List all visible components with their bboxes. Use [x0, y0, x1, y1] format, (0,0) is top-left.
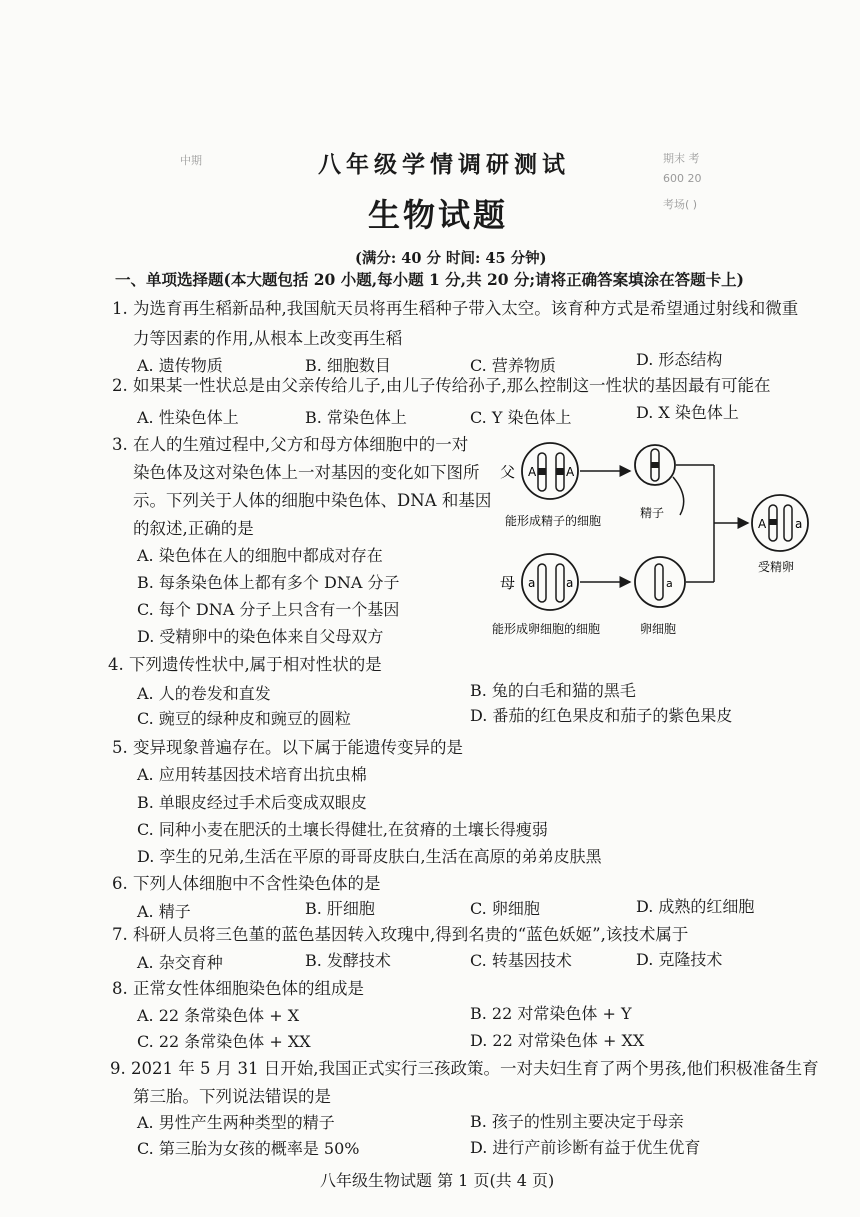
q9-line-1: 9. 2021 年 5 月 31 日开始,我国正式实行三孩政策。一对夫妇生育了两个男孩,他们积极准备生育	[110, 1059, 819, 1078]
q5-option-d: D. 孪生的兄弟,生活在平原的哥哥皮肤白,生活在高原的弟弟皮肤黑	[137, 847, 602, 866]
chromosome-inheritance-diagram	[490, 435, 825, 650]
father-label: 父	[500, 463, 516, 481]
q4-option-b: B. 兔的白毛和猫的黑毛	[470, 681, 636, 700]
q4-option-d: D. 番茄的红色果皮和茄子的紫色果皮	[470, 706, 733, 725]
q2-option-d: D. X 染色体上	[636, 403, 739, 422]
egg-label: 卵细胞	[640, 622, 677, 636]
exam-info: (满分: 40 分 时间: 45 分钟)	[355, 250, 547, 267]
q7-line-1: 7. 科研人员将三色堇的蓝色基因转入玫瑰中,得到名贵的“蓝色妖姬”,该技术属于	[112, 925, 689, 944]
zygote-label: 受精卵	[758, 560, 795, 574]
q3-line-4: 的叙述,正确的是	[133, 519, 254, 538]
q1-option-b: B. 细胞数目	[305, 356, 391, 375]
zygote-gene-a: a	[795, 517, 803, 531]
zygote-gene-A: A	[758, 517, 767, 531]
q1-option-d: D. 形态结构	[636, 350, 723, 369]
q3-line-2: 染色体及这对染色体上一对基因的变化如下图所	[133, 463, 480, 482]
q9-option-a: A. 男性产生两种类型的精子	[137, 1113, 335, 1132]
q7-option-b: B. 发酵技术	[305, 951, 391, 970]
q6-option-d: D. 成熟的红细胞	[636, 897, 755, 916]
q3-option-c: C. 每个 DNA 分子上只含有一个基因	[137, 600, 400, 619]
q7-option-d: D. 克隆技术	[636, 950, 723, 969]
q3-option-a: A. 染色体在人的细胞中都成对存在	[137, 546, 383, 565]
q6-option-c: C. 卵细胞	[470, 899, 540, 918]
q4-option-c: C. 豌豆的绿种皮和豌豆的圆粒	[137, 709, 351, 728]
q3-option-b: B. 每条染色体上都有多个 DNA 分子	[137, 573, 400, 592]
sperm-label: 精子	[640, 506, 665, 520]
q5-option-a: A. 应用转基因技术培育出抗虫棉	[137, 765, 367, 784]
q5-option-c: C. 同种小麦在肥沃的土壤长得健壮,在贫瘠的土壤长得瘦弱	[137, 820, 548, 839]
exam-header-title: 八年级学情调研测试	[318, 151, 570, 178]
q9-option-c: C. 第三胎为女孩的概率是 50%	[137, 1139, 360, 1158]
exam-subject-title: 生物试题	[368, 196, 509, 234]
q1-line-2: 力等因素的作用,从根本上改变再生稻	[133, 329, 403, 348]
q2-option-c: C. Y 染色体上	[470, 408, 572, 427]
egg-gene-a: a	[666, 577, 673, 590]
q6-option-b: B. 肝细胞	[305, 899, 375, 918]
q1-option-a: A. 遗传物质	[137, 356, 223, 375]
q7-option-c: C. 转基因技术	[470, 951, 572, 970]
q5-line-1: 5. 变异现象普遍存在。以下属于能遗传变异的是	[112, 738, 463, 757]
q6-option-a: A. 精子	[137, 902, 191, 921]
q4-option-a: A. 人的卷发和直发	[137, 684, 271, 703]
q3-line-3: 示。下列关于人体的细胞中染色体、DNA 和基因	[133, 491, 492, 510]
q3-line-1: 3. 在人的生殖过程中,父方和母方体细胞中的一对	[112, 435, 469, 454]
q8-option-b: B. 22 对常染色体 + Y	[470, 1004, 632, 1023]
faint-stamp-right-3: 考场( )	[663, 198, 698, 211]
q8-option-d: D. 22 对常染色体 + XX	[470, 1031, 645, 1050]
father-gene-A-2: A	[566, 465, 575, 479]
sperm-forming-cell-label: 能形成精子的细胞	[505, 514, 602, 528]
q9-option-d: D. 进行产前诊断有益于优生优育	[470, 1138, 701, 1157]
q1-option-c: C. 营养物质	[470, 356, 556, 375]
q2-option-a: A. 性染色体上	[137, 408, 239, 427]
q6-line-1: 6. 下列人体细胞中不含性染色体的是	[112, 874, 381, 893]
faint-stamp-right-1: 期末 考	[663, 152, 700, 165]
page-footer: 八年级生物试题 第 1 页(共 4 页)	[320, 1171, 555, 1190]
egg-forming-cell-label: 能形成卵细胞的细胞	[492, 622, 601, 636]
q9-option-b: B. 孩子的性别主要决定于母亲	[470, 1112, 684, 1131]
mother-gene-a-2: a	[566, 576, 574, 590]
q9-line-2: 第三胎。下列说法错误的是	[133, 1087, 331, 1106]
q3-option-d: D. 受精卵中的染色体来自父母双方	[137, 627, 384, 646]
q8-option-a: A. 22 条常染色体 + X	[137, 1006, 300, 1025]
q5-option-b: B. 单眼皮经过手术后变成双眼皮	[137, 793, 367, 812]
q1-line-1: 1. 为选育再生稻新品种,我国航天员将再生稻种子带入太空。该育种方式是希望通过射线和微重	[112, 299, 799, 318]
faint-stamp-left: 中期	[180, 154, 202, 167]
q8-line-1: 8. 正常女性体细胞染色体的组成是	[112, 979, 364, 998]
q2-line-1: 2. 如果某一性状总是由父亲传给儿子,由儿子传给孙子,那么控制这一性状的基因最有可能在	[112, 376, 771, 395]
faint-stamp-right-2: 600 20	[663, 172, 702, 185]
mother-label: 母	[500, 574, 516, 592]
q7-option-a: A. 杂交育种	[137, 953, 223, 972]
mother-gene-a-1: a	[528, 576, 536, 590]
q8-option-c: C. 22 条常染色体 + XX	[137, 1032, 311, 1051]
section-title: 一、单项选择题(本大题包括 20 小题,每小题 1 分,共 20 分;请将正确答案填涂在答题卡上)	[115, 270, 744, 289]
father-gene-A-1: A	[528, 465, 537, 479]
q4-line-1: 4. 下列遗传性状中,属于相对性状的是	[108, 655, 382, 674]
q2-option-b: B. 常染色体上	[305, 408, 407, 427]
